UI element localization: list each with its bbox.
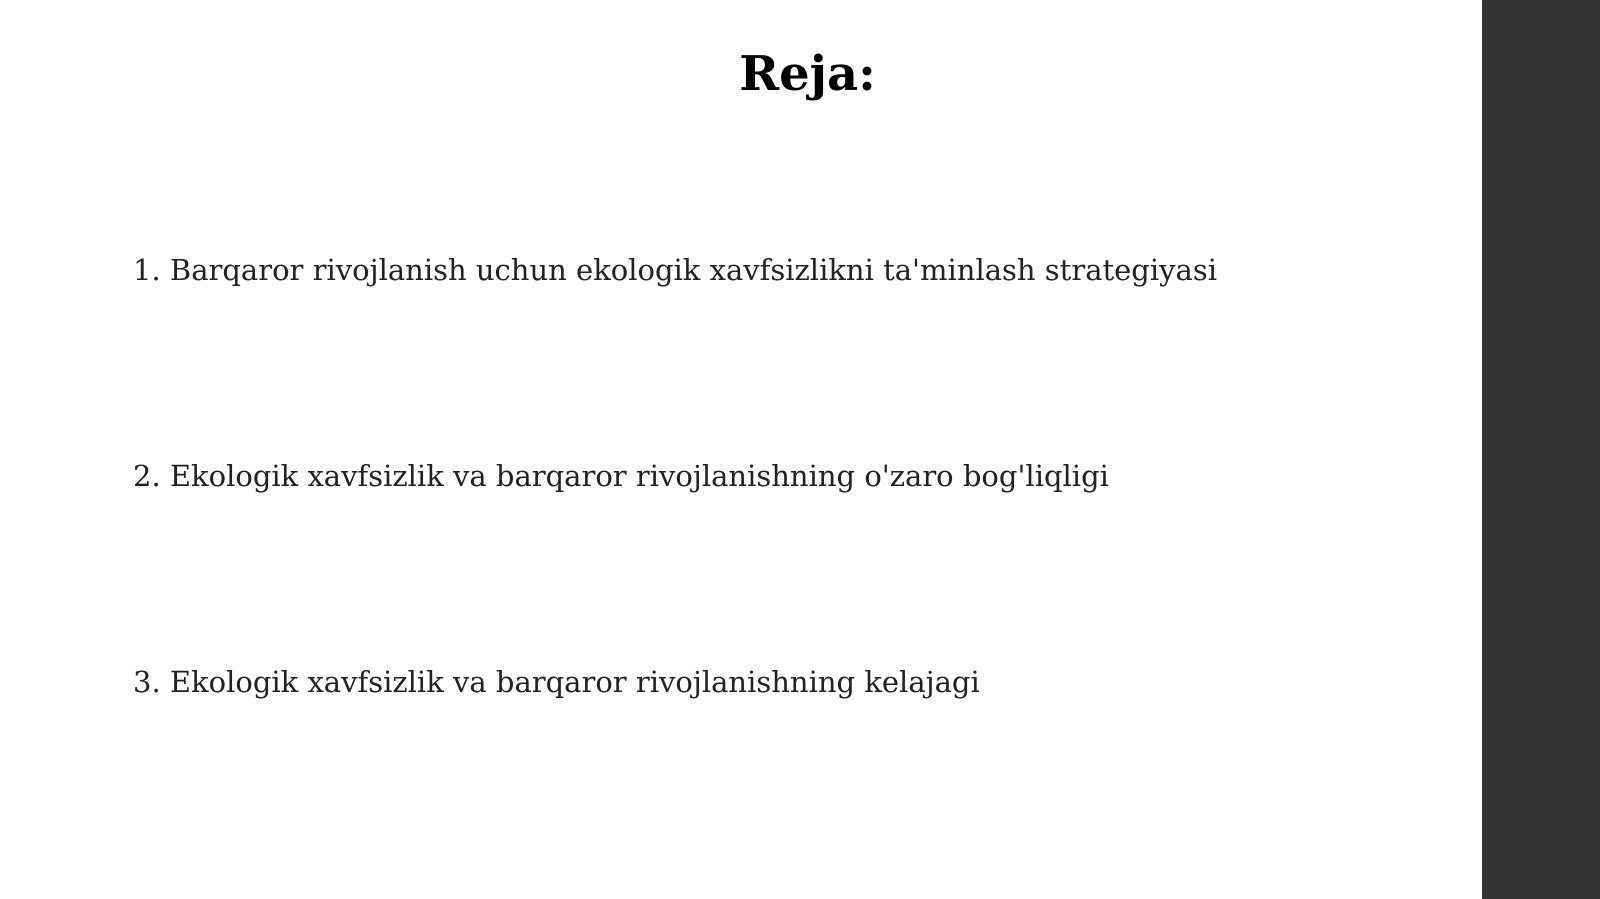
plan-item-3: 3. Ekologik xavfsizlik va barqaror rivojlanishning kelajagi <box>133 665 980 699</box>
plan-item-2: 2. Ekologik xavfsizlik va barqaror rivojlanishning o'zaro bog'liqligi <box>133 459 1109 493</box>
plan-item-1: 1. Barqaror rivojlanish uchun ekologik xavfsizlikni ta'minlash strategiyasi <box>133 253 1217 287</box>
side-panel <box>1482 0 1600 899</box>
slide-title: Reja: <box>739 46 876 102</box>
